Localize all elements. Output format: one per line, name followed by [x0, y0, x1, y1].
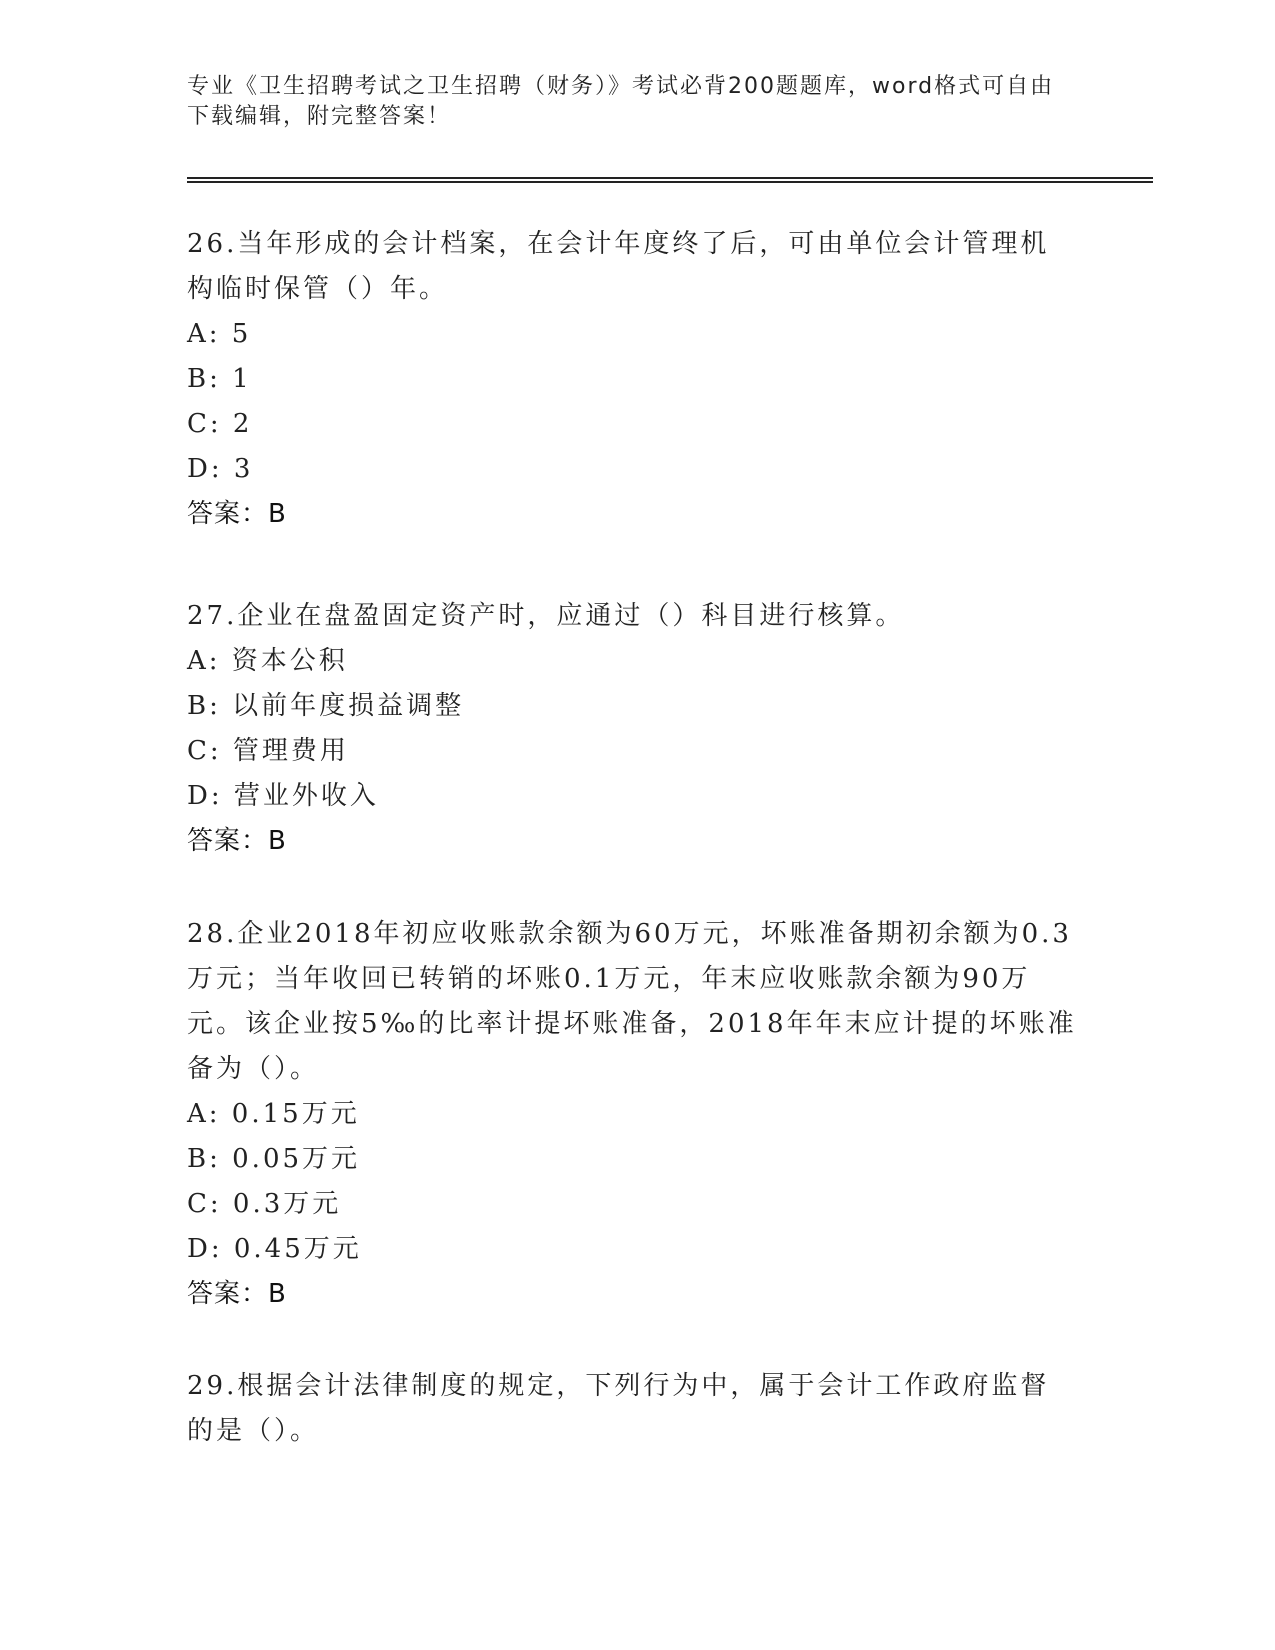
document-header: 专业《卫生招聘考试之卫生招聘（财务）》考试必背200题题库，word格式可自由下载编辑，附完整答案！ — [187, 74, 1055, 129]
question-stem: 27.企业在盘盈固定资产时，应通过（）科目进行核算。 — [187, 601, 905, 631]
option-b: B: 以前年度损益调整 — [187, 691, 465, 721]
option-d: D: 营业外收入 — [187, 781, 379, 811]
option-b: B: 1 — [187, 364, 252, 394]
question-29 — [187, 1364, 1077, 1454]
option-c: C: 管理费用 — [187, 736, 349, 766]
question-26 — [187, 222, 1077, 537]
option-a: A: 0.15万元 — [187, 1099, 360, 1129]
question-28 — [187, 912, 1077, 1317]
question-stem: 29.根据会计法律制度的规定，下列行为中，属于会计工作政府监督的是（）。 — [187, 1371, 1050, 1446]
option-d: D: 0.45万元 — [187, 1234, 362, 1264]
answer: 答案：B — [187, 499, 287, 529]
option-b: B: 0.05万元 — [187, 1144, 361, 1174]
option-c: C: 0.3万元 — [187, 1189, 342, 1219]
header-double-rule — [187, 177, 1153, 183]
question-stem: 26.当年形成的会计档案，在会计年度终了后，可由单位会计管理机构临时保管（）年。 — [187, 229, 1050, 304]
option-a: A: 5 — [187, 319, 252, 349]
option-d: D: 3 — [187, 454, 254, 484]
answer: 答案：B — [187, 1279, 287, 1309]
question-stem: 28.企业2018年初应收账款余额为60万元，坏账准备期初余额为0.3万元；当年收回已转销的坏账0.1万元，年末应收账款余额为90万元。该企业按5‰的比率计提坏账准备，2018年年末应计提的坏账准备为（）。 — [187, 919, 1077, 1084]
question-27 — [187, 594, 1077, 864]
answer: 答案：B — [187, 826, 287, 856]
option-c: C: 2 — [187, 409, 253, 439]
option-a: A: 资本公积 — [187, 646, 348, 676]
